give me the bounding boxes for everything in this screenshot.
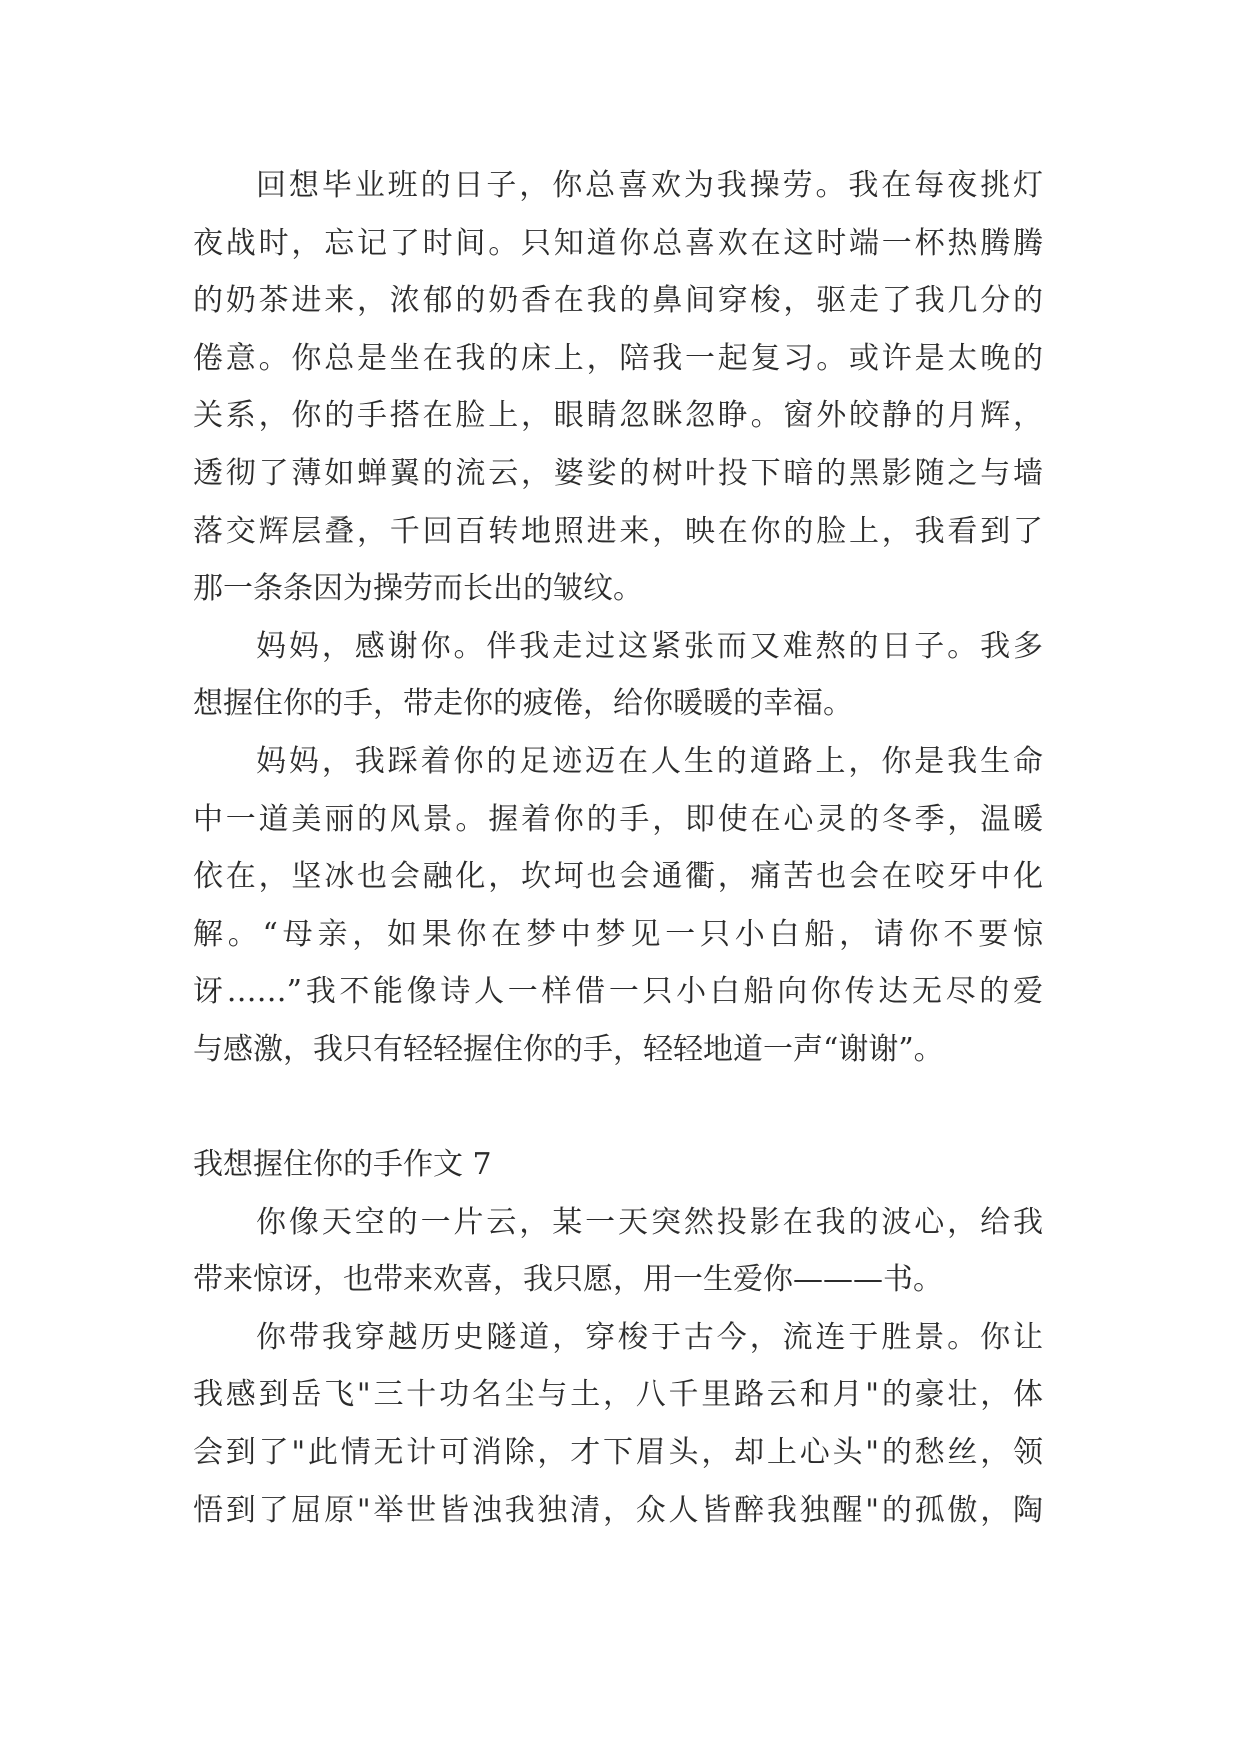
essay-text [193, 157, 1043, 1539]
text-line: 你带我穿越历史隧道，穿梭于古今，流连于胜景。你让 [256, 1319, 1043, 1355]
text-line: 解。“母亲，如果你在梦中梦见一只小白船，请你不要惊 [193, 916, 1043, 952]
text-line: 依在，坚冰也会融化，坎坷也会通衢，痛苦也会在咬牙中化 [193, 859, 1043, 895]
text-line: 夜战时，忘记了时间。只知道你总喜欢在这时端一杯热腾腾 [193, 225, 1043, 261]
text-line: 透彻了薄如蝉翼的流云，婆娑的树叶投下暗的黑影随之与墙 [193, 455, 1043, 491]
section-spacer [193, 1079, 1043, 1137]
text-line: 落交辉层叠，千回百转地照进来，映在你的脸上，我看到了 [193, 513, 1043, 549]
paragraph [193, 1309, 1043, 1539]
text-line: 那一条条因为操劳而长出的皱纹。 [193, 571, 643, 607]
paragraph [193, 733, 1043, 1079]
paragraph [193, 1194, 1043, 1309]
text-line: 与感激，我只有轻轻握住你的手，轻轻地道一声“谢谢”。 [193, 1031, 944, 1067]
text-line: 回想毕业班的日子，你总喜欢为我操劳。我在每夜挑灯 [256, 168, 1043, 203]
text-line: 妈妈，感谢你。伴我走过这紧张而又难熬的日子。我多 [256, 628, 1043, 664]
text-line: 我感到岳飞"三十功名尘与土，八千里路云和月"的豪壮，体 [193, 1377, 1043, 1413]
text-line: 你像天空的一片云，某一天突然投影在我的波心，给我 [256, 1204, 1043, 1240]
text-line: 想握住你的手，带走你的疲倦，给你暖暖的幸福。 [193, 686, 853, 722]
text-line: 中一道美丽的风景。握着你的手，即使在心灵的冬季，温暖 [193, 801, 1043, 837]
text-line: 关系，你的手搭在脸上，眼睛忽眯忽睁。窗外皎静的月辉， [193, 398, 1043, 434]
text-line: 带来惊讶，也带来欢喜，我只愿，用一生爱你———书。 [193, 1262, 943, 1298]
text-line: 妈妈，我踩着你的足迹迈在人生的道路上，你是我生命 [256, 743, 1043, 779]
text-line: 倦意。你总是坐在我的床上，陪我一起复习。或许是太晚的 [193, 340, 1043, 376]
section-title: 我想握住你的手作文 7 [193, 1147, 492, 1183]
text-line: 讶……”我不能像诗人一样借一只小白船向你传达无尽的爱 [193, 974, 1043, 1010]
paragraph [193, 618, 1043, 733]
text-line: 悟到了屈原"举世皆浊我独清，众人皆醉我独醒"的孤傲，陶 [193, 1492, 1043, 1528]
paragraph [193, 157, 1043, 618]
text-line: 的奶茶进来，浓郁的奶香在我的鼻间穿梭，驱走了我几分的 [193, 283, 1043, 319]
text-line: 会到了"此情无计可消除，才下眉头，却上心头"的愁丝，领 [193, 1435, 1043, 1471]
